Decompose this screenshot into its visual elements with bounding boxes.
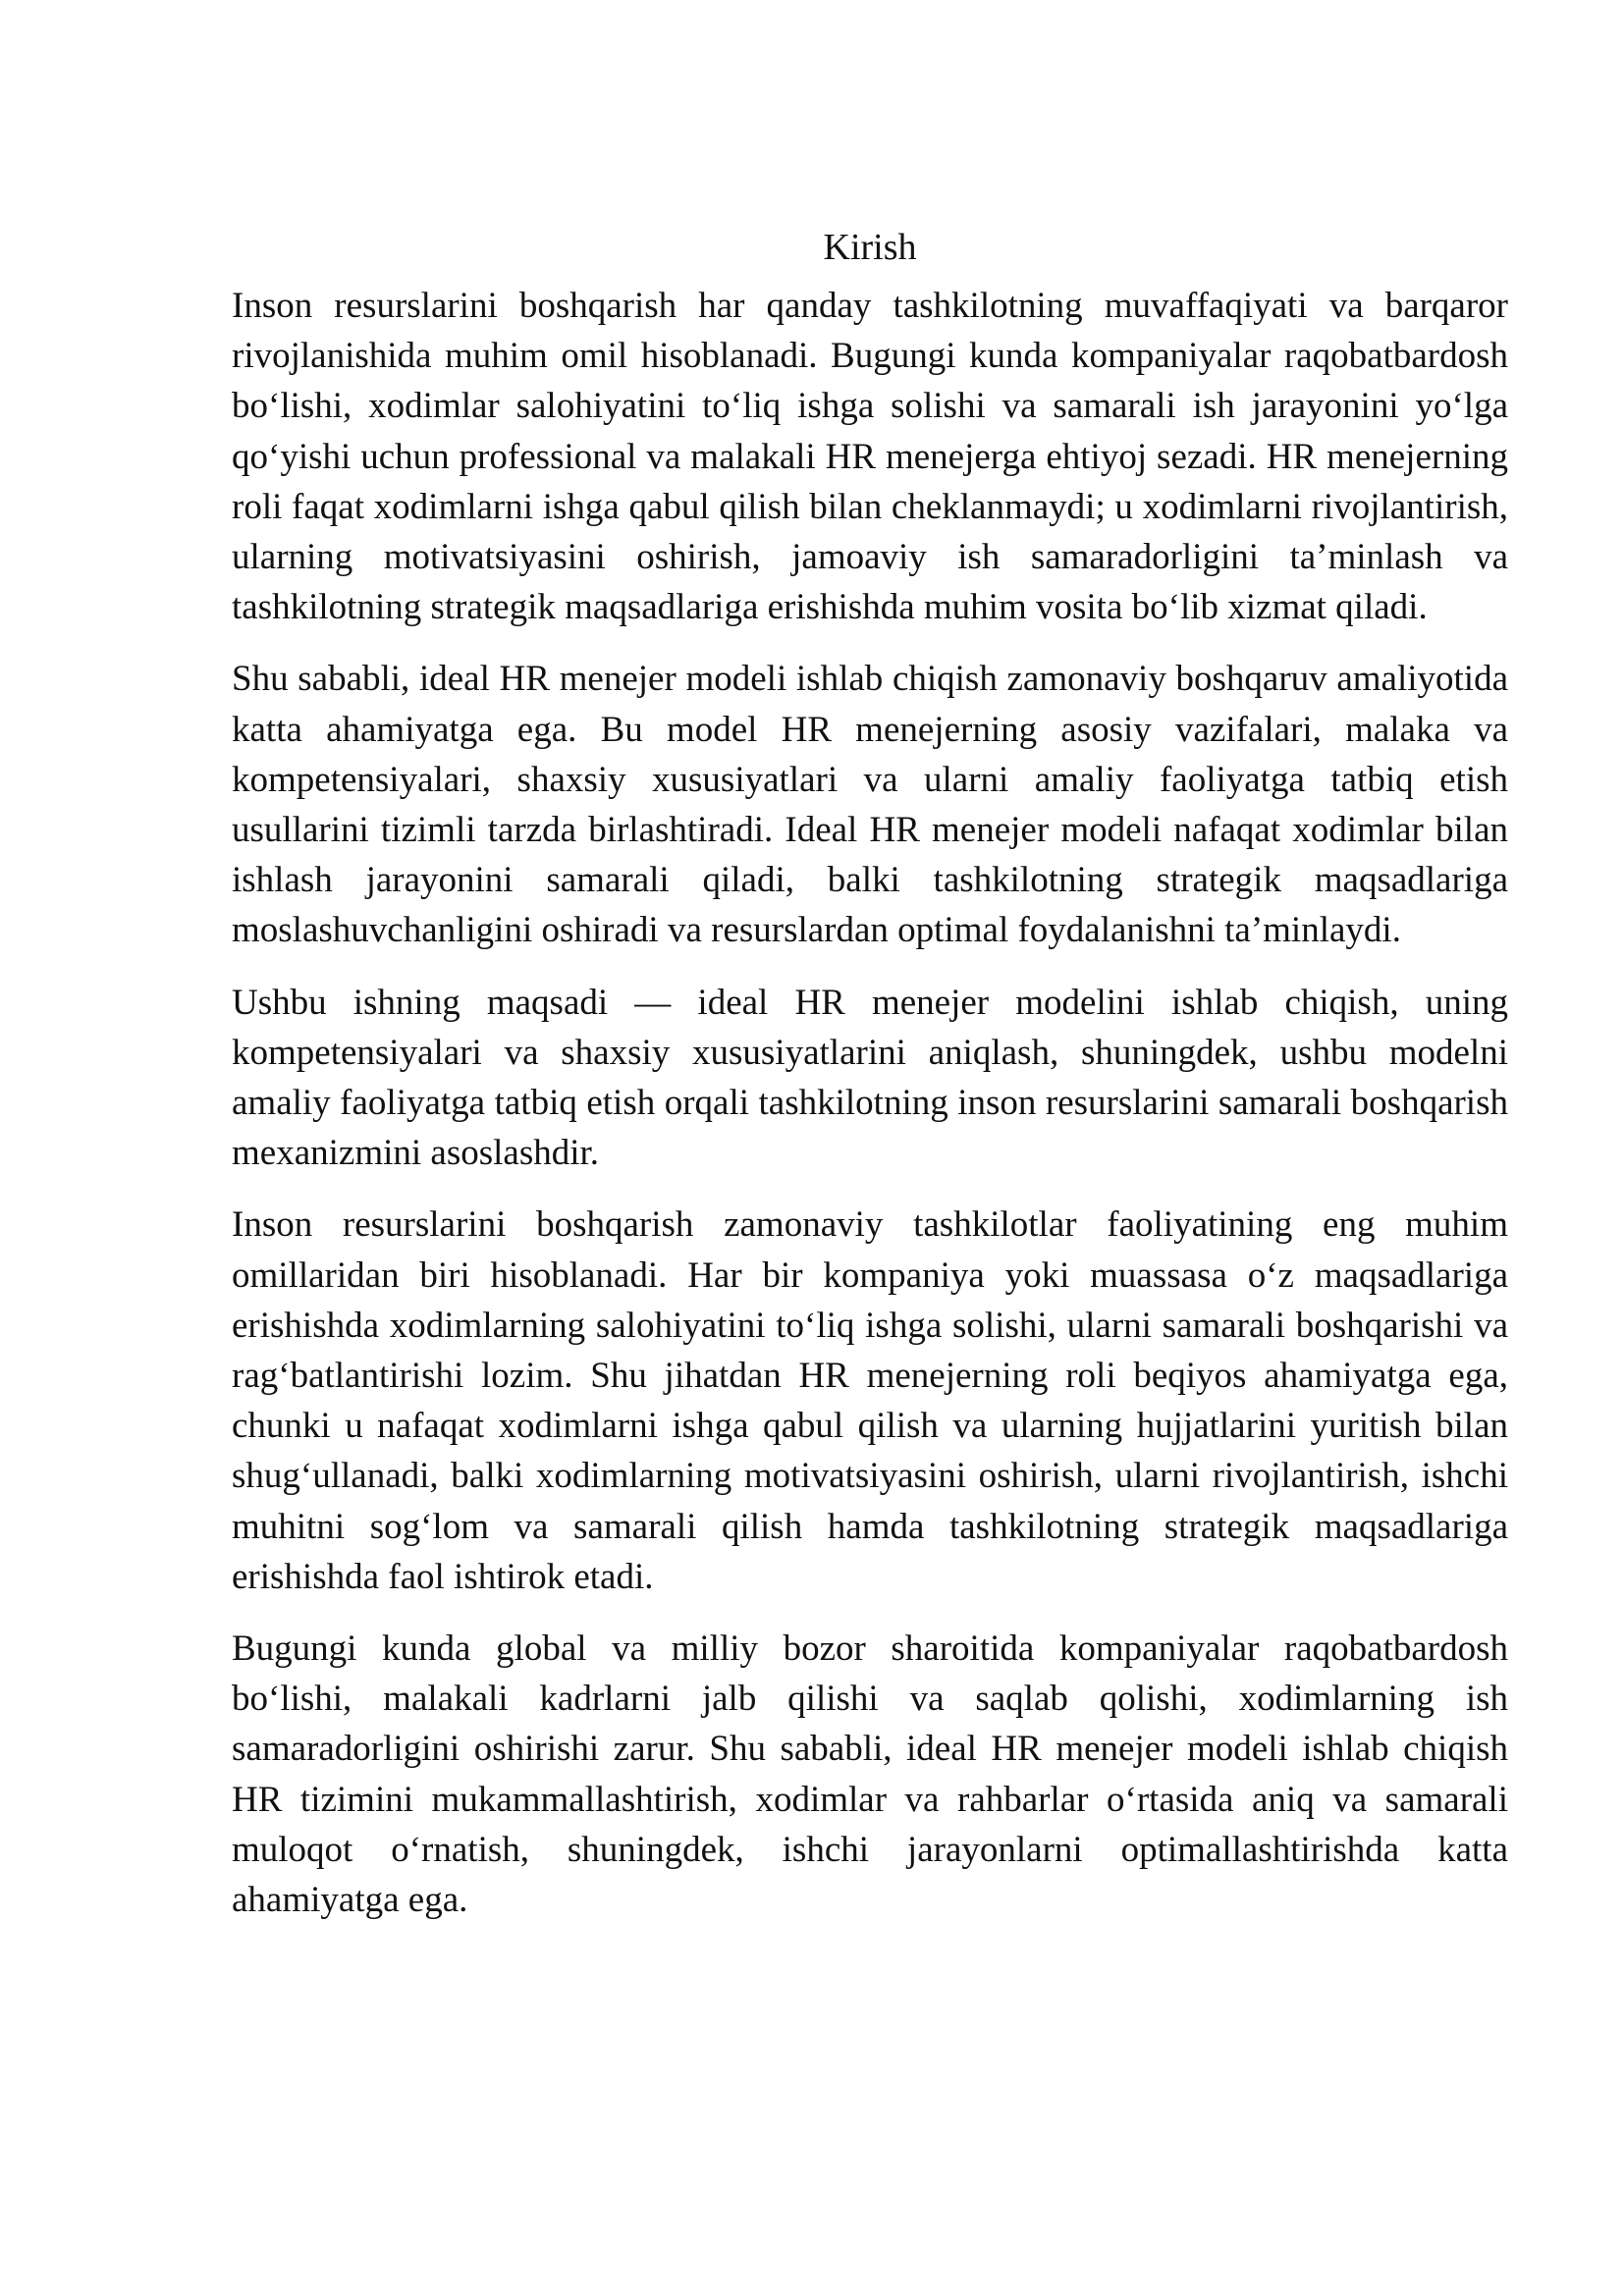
document-body: [232, 222, 1508, 1947]
paragraph-1: Inson resurslarini boshqarish har qanday tashkilotning muvaffaqiyati va barqaror rivojlanishida muhim omil hisoblanadi. Bugungi kunda kompaniyalar raqobatbardosh bo‘lishi, xodimlar salohiyatini to‘liq ishga solishi va samarali ish jarayonini yo‘lga qo‘yishi uchun professional va malakali HR menejerga ehtiyoj sezadi. HR menejerning roli faqat xodimlarni ishga qabul qilish bilan cheklanmaydi; u xodimlarni rivojlantirish, ularning motivatsiyasini oshirish, jamoaviy ish samaradorligini ta’minlash va tashkilotning strategik maqsadlariga erishishda muhim vosita bo‘lib xizmat qiladi.: [232, 286, 1508, 628]
page-title: Kirish: [823, 227, 917, 268]
paragraph-2: Shu sababli, ideal HR menejer modeli ishlab chiqish zamonaviy boshqaruv amaliyotida katta ahamiyatga ega. Bu model HR menejerning asosiy vazifalari, malaka va kompetensiyalari, shaxsiy xususiyatlari va ularni amaliy faoliyatga tatbiq etish usullarini tizimli tarzda birlashtiradi. Ideal HR menejer modeli nafaqat xodimlar bilan ishlash jarayonini samarali qiladi, balki tashkilotning strategik maqsadlariga moslashuvchanligini oshiradi va resurslardan optimal foydalanishni ta’minlaydi.: [232, 659, 1508, 951]
paragraph-5: Bugungi kunda global va milliy bozor sharoitida kompaniyalar raqobatbardosh bo‘lishi, malakali kadrlarni jalb qilishi va saqlab qolishi, xodimlarning ish samaradorligini oshirishi zarur. Shu sababli, ideal HR menejer modeli ishlab chiqish HR tizimini mukammallashtirish, xodimlar va rahbarlar o‘rtasida aniq va samarali muloqot o‘rnatish, shuningdek, ishchi jarayonlarni optimallashtirishda katta ahamiyatga ega.: [232, 1629, 1508, 1921]
paragraph-3: Ushbu ishning maqsadi — ideal HR menejer modelini ishlab chiqish, uning kompetensiyalari va shaxsiy xususiyatlarini aniqlash, shuningdek, ushbu modelni amaliy faoliyatga tatbiq etish orqali tashkilotning inson resurslarini samarali boshqarish mexanizmini asoslashdir.: [232, 982, 1508, 1174]
paragraph-4: Inson resurslarini boshqarish zamonaviy tashkilotlar faoliyatining eng muhim omillaridan biri hisoblanadi. Har bir kompaniya yoki muassasa o‘z maqsadlariga erishishda xodimlarning salohiyatini to‘liq ishga solishi, ularni samarali boshqarishi va rag‘batlantirishi lozim. Shu jihatdan HR menejerning roli beqiyos ahamiyatga ega, chunki u nafaqat xodimlarni ishga qabul qilish va ularning hujjatlarini yuritish bilan shug‘ullanadi, balki xodimlarning motivatsiyasini oshirish, ularni rivojlantirish, ishchi muhitni sog‘lom va samarali qilish hamda tashkilotning strategik maqsadlariga erishishda faol ishtirok etadi.: [232, 1204, 1508, 1597]
